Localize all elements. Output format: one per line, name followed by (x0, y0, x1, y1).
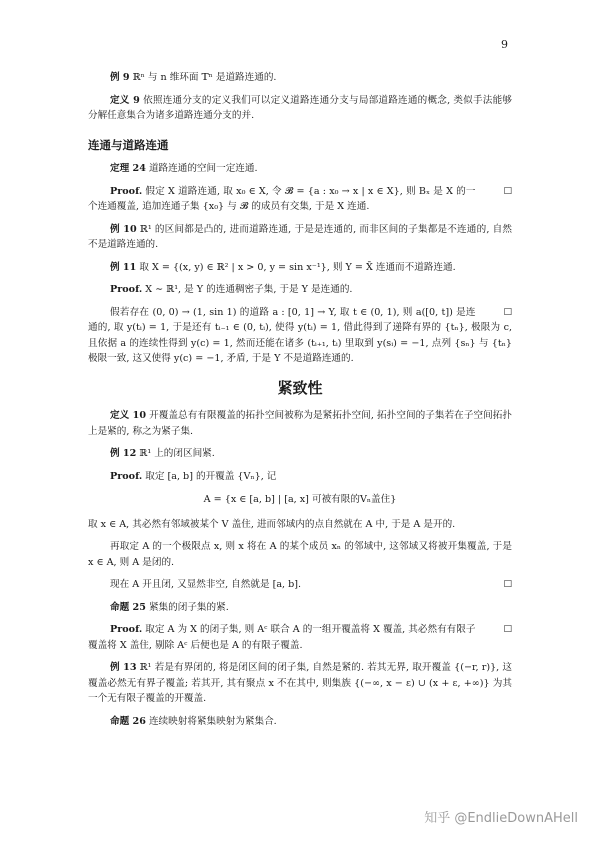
paragraph (88, 305, 512, 367)
block-label: Proof. (110, 284, 143, 295)
block-label: 命题 25 (110, 601, 146, 613)
page-number: 9 (501, 38, 508, 51)
block-text: ℝⁿ 与 n 维环面 𝕋ⁿ 是道路连通的. (129, 72, 277, 83)
block-label: 例 13 (110, 662, 137, 673)
block-text: 依照连通分支的定义我们可以定义道路连通分支与局部道路连通的概念, 类似手法能够分解任意集合为诸多道路连通分支的并. (88, 94, 512, 121)
paragraph (88, 517, 512, 533)
paragraph (88, 184, 512, 215)
watermark: 知乎 @EndlieDownAHell (424, 811, 578, 826)
block-text: X ∼ ℝ¹, 是 Y 的连通稠密子集, 于是 Y 是连通的. (142, 284, 353, 295)
block-label: Proof. (110, 185, 143, 197)
block-label: 定理 24 (110, 163, 146, 174)
block-text: 紧集的闭子集的紧. (145, 601, 229, 613)
paragraph (88, 260, 512, 276)
paragraph (88, 161, 512, 177)
block-text: 现在 A 开且闭, 又显然非空, 自然就是 [a, b]. (110, 579, 302, 590)
block-text: ℝ¹ 上的闭区间紧. (136, 448, 215, 459)
display-equation: A = {x ∈ [a, b] | [a, x] 可被有限的Vₙ盖住} (203, 494, 397, 505)
section-heading: 紧致性 (277, 378, 323, 397)
qed-mark: □ (503, 624, 512, 634)
block-text: ℝ¹ 若是有界闭的, 将是闭区间的闭子集, 自然是紧的. 若其无界, 取开覆盖 {(−r, r)}, 这覆盖必然无有界子覆盖; 若其开, 其有聚点 x 不在其中, 则集族 {(−∞, x − ε) ∪ (x + ε, +∞)} 为其一个无有限子覆盖的开覆盖. (88, 662, 512, 704)
paragraph (88, 600, 512, 616)
paragraph (88, 577, 512, 593)
paragraph (88, 622, 512, 653)
block-label: 定义 9 (110, 94, 140, 106)
block-text: 道路连通的空间一定连通. (145, 163, 258, 174)
block-text: 取 x ∈ A, 其必然有邻域被某个 V 盖住, 进而邻域内的点自然就在 A 中, 于是 A 是开的. (88, 518, 456, 530)
paragraph (88, 539, 512, 570)
paragraph (88, 70, 512, 86)
block-label: 定义 10 (110, 410, 147, 421)
qed-mark: □ (503, 579, 512, 589)
block-label: Proof. (110, 624, 143, 635)
block-text: 开覆盖总有有限覆盖的拓扑空间被称为是紧拓扑空间, 拓扑空间的子集若在子空间拓扑上是紧的, 称之为紧子集. (88, 410, 512, 437)
block-label: Proof. (110, 470, 143, 482)
page-content (88, 70, 512, 736)
paragraph (88, 282, 512, 298)
paragraph (88, 446, 512, 462)
block-label: 例 12 (110, 448, 137, 459)
block-text: ℝ¹ 的区间都是凸的, 进而道路连通, 于是是连通的, 而非区间的子集都是不连通的, 自然不是道路连通的. (88, 223, 512, 250)
block-text: 取定 A 为 X 的闭子集, 则 Aᶜ 联合 A 的一组开覆盖将 X 覆盖, 其必然有有限子覆盖将 X 盖住, 剔除 Aᶜ 后便也是 A 的有限子覆盖. (88, 624, 476, 651)
paragraph (88, 660, 512, 707)
block-text: 取定 [a, b] 的开覆盖 {Vₙ}, 记 (142, 470, 277, 482)
paragraph (88, 93, 512, 124)
block-text: 取 X = {(x, y) ∈ ℝ² | x > 0, y = sin x⁻¹}, 则 Y = X̄ 连通而不道路连通. (136, 261, 456, 273)
block-text: 假定 X 道路连通, 取 x₀ ∈ X, 令 𝓑 = {a : x₀ → x | x ∈ X}, 则 Bₓ 是 X 的一个连通覆盖, 追加连通子集 {x₀} 与 𝓑 的成员有交集, 于是 X 连通. (88, 185, 476, 212)
paragraph (88, 469, 512, 485)
qed-mark: □ (503, 185, 512, 196)
block-label: 例 10 (110, 223, 137, 235)
qed-mark: □ (503, 306, 512, 317)
block-label: 例 9 (110, 72, 130, 83)
block-text: 连续映射将紧集映射为紧集合. (145, 715, 277, 727)
subsection-heading: 连通与道路连通 (88, 137, 169, 152)
paragraph (88, 408, 512, 439)
block-label: 例 11 (110, 261, 137, 273)
block-text: 再取定 A 的一个极限点 x, 则 x 将在 A 的某个成员 xₙ 的邻域中, 这邻域又将被开集覆盖, 于是 x ∈ A, 则 A 是闭的. (88, 541, 512, 568)
paragraph (88, 222, 512, 253)
paragraph (88, 714, 512, 730)
block-text: 假若存在 (0, 0) → (1, sin 1) 的道路 a : [0, 1] → Y, 取 t ∈ (0, 1), 则 a([0, t]) 是连通的, 取 y(tᵢ) = 1, 于是还有 tᵢ₋₁ ∈ (0, tᵢ), 使得 y(tᵢ) = 1, 借此得到了递降有界的 {tₙ}, 极限为 c, 且依据 a 的连续性得到 y(c) = 1, 然而还能在诸多 (tᵢ₊₁, tᵢ) 里取到 y(sᵢ) = −1, 点列 {sₙ} 与 {tₙ} 极限一致, 这又使得 y(c) = −1, 矛盾, 于是 Y 不是道路连通的. (88, 306, 512, 364)
block-label: 命题 26 (110, 715, 146, 727)
